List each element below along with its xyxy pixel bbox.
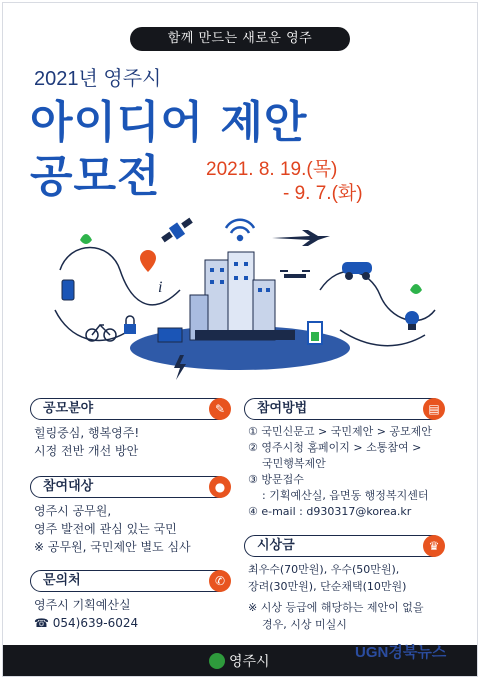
phone-icon: ✆ (209, 570, 231, 592)
leaf-icon-left (80, 234, 92, 244)
award-title: 시상금 (257, 538, 295, 553)
field-section (30, 398, 230, 460)
contact-line: 영주시 기획예산실 (34, 598, 131, 612)
contact-section (30, 570, 230, 632)
solar-panel-icon (158, 328, 182, 342)
person-icon: ● (209, 476, 231, 498)
link-path-bottom-right (340, 330, 425, 346)
link-path-right (320, 271, 435, 320)
city-logo-icon (209, 653, 225, 669)
method-line: ④ e-mail : d930317@korea.kr (248, 505, 412, 518)
date-end: - 9. 7.(화) (283, 183, 363, 204)
target-header (30, 476, 230, 498)
method-line: : 기획예산실, 읍면동 행정복지센터 (248, 489, 429, 502)
trophy-icon: ♛ (423, 535, 445, 557)
location-pin-icon (140, 250, 156, 272)
monorail (195, 330, 295, 340)
building-1 (205, 260, 229, 340)
document-icon: ▤ (423, 398, 445, 420)
field-header (30, 398, 230, 420)
method-line: ② 영주시청 홈페이지 > 소통참여 > (248, 441, 422, 454)
field-line: 시정 전반 개선 방안 (34, 444, 139, 458)
title-line-1: 아이디어 제안 (30, 97, 308, 148)
award-line: 최우수(70만원), 우수(50만원), (248, 563, 400, 576)
contact-header (30, 570, 230, 592)
airplane-icon (272, 230, 330, 246)
target-body (30, 502, 230, 556)
link-path-bottom-left (55, 310, 130, 340)
method-section (244, 398, 444, 520)
target-line: ※ 공무원, 국민제안 별도 심사 (34, 540, 191, 554)
award-line: 장려(30만원), 단순채택(10만원) (248, 580, 407, 593)
phone-device-icon (62, 280, 74, 300)
method-body (244, 424, 444, 520)
car-icon (342, 262, 372, 280)
contact-line: ☎ 054)639-6024 (34, 616, 139, 630)
info-icon: i (158, 279, 163, 296)
footer-org: 영주시 (229, 654, 270, 670)
satellite-icon (161, 218, 193, 243)
year-label: 2021년 영주시 (34, 68, 162, 90)
field-body (30, 424, 230, 460)
field-line: 힐링중심, 행복영주! (34, 426, 140, 440)
contact-body (30, 596, 230, 632)
building-2 (228, 252, 254, 340)
target-section (30, 476, 230, 556)
method-line: 국민행복제안 (248, 457, 326, 470)
method-title: 참여방법 (257, 401, 308, 416)
title-line-2: 공모전 (30, 151, 161, 202)
field-title: 공모분야 (43, 401, 94, 416)
contact-title: 문의처 (43, 573, 81, 588)
leaf-icon (410, 284, 422, 294)
award-body (244, 561, 444, 633)
award-line: ※ 시상 등급에 해당하는 제안이 없을 (248, 601, 424, 614)
wifi-icon (226, 220, 254, 240)
target-title: 참여대상 (43, 479, 94, 494)
award-header (244, 535, 444, 557)
drone-icon (280, 270, 310, 278)
target-line: 영주시 공무원, (34, 504, 112, 518)
award-line: 경우, 시상 미실시 (248, 618, 347, 631)
lock-icon (124, 316, 136, 334)
method-line: ① 국민신문고 > 국민제안 > 공모제안 (248, 425, 432, 438)
bulb-icon (405, 311, 419, 330)
method-line: ③ 방문접수 (248, 473, 304, 486)
link-path-left (60, 248, 180, 305)
tagline-badge: 함께 만드는 새로운 영주 (130, 27, 350, 51)
award-section (244, 535, 444, 633)
method-header (244, 398, 444, 420)
date-start: 2021. 8. 19.(목) (206, 159, 338, 180)
watermark: UGN경북뉴스 (355, 644, 447, 661)
target-line: 영주 발전에 관심 있는 국민 (34, 522, 177, 536)
pencil-icon: ✎ (209, 398, 231, 420)
smart-city-illustration (40, 200, 440, 390)
